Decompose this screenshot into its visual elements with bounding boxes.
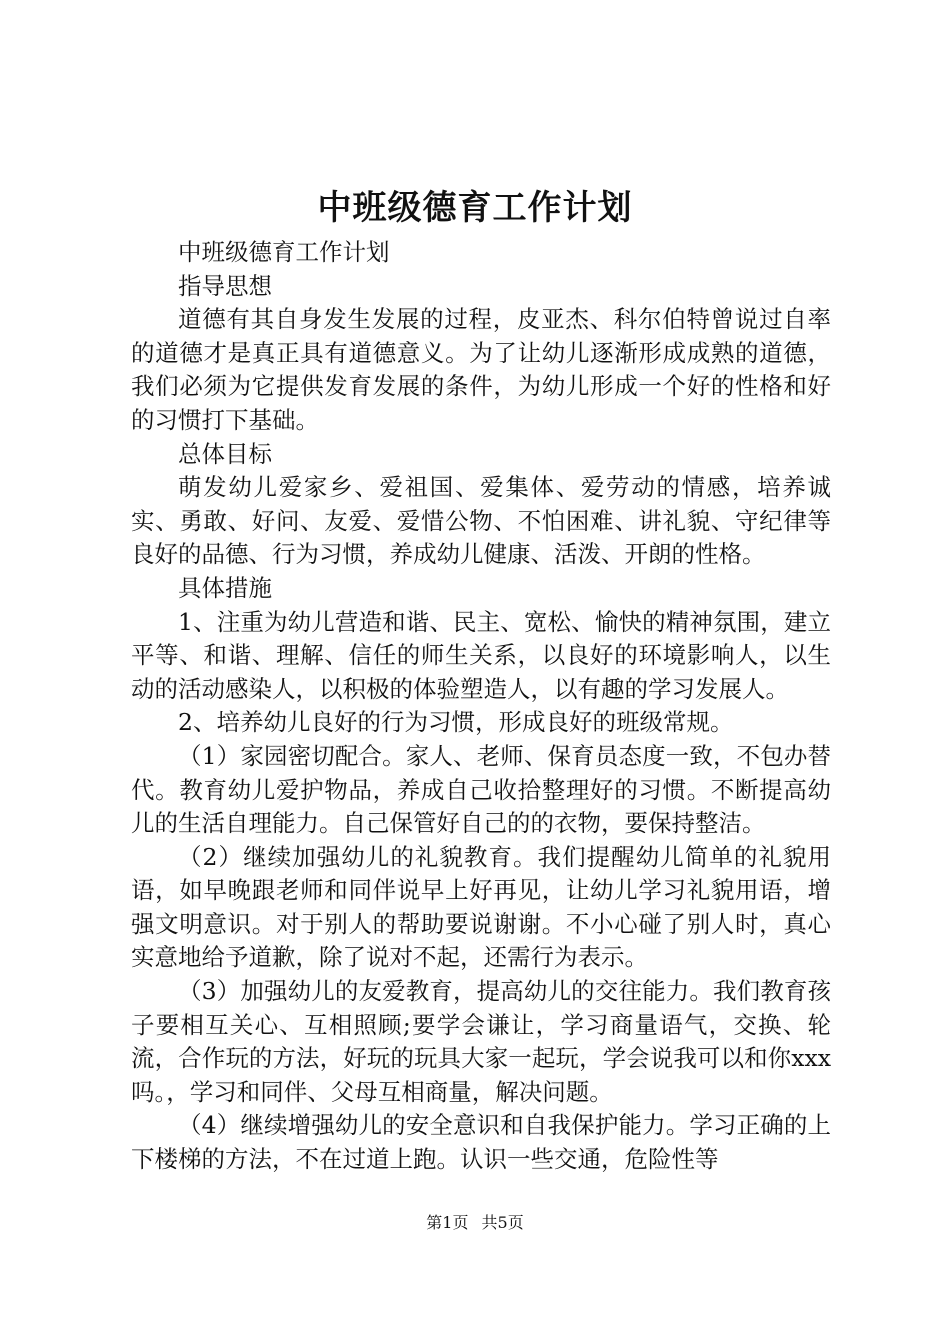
body-subtitle: 中班级德育工作计划 — [178, 238, 390, 266]
paragraph-measure-2-2: （2）继续加强幼儿的礼貌教育。我们提醒幼儿简单的礼貌用语，如早晚跟老师和同伴说早上好再见，让幼儿学习礼貌用语，增强文明意识。对于别人的帮助要说谢谢。不小心碰了别人时，真心实意地给予道歉，除了说对不起，还需行为表示。 — [131, 842, 831, 972]
paragraph-overall-goals: 萌发幼儿爱家乡、爱祖国、爱集体、爱劳动的情感，培养诚实、勇敢、好问、友爱、爱惜公物、不怕困难、讲礼貌、守纪律等良好的品德、行为习惯，养成幼儿健康、活泼、开朗的性格。 — [131, 473, 831, 569]
paragraph-measure-2-3: （3）加强幼儿的友爱教育，提高幼儿的交往能力。我们教育孩子要相互关心、互相照顾;要学会谦让，学习商量语气，交换、轮流，合作玩的方法，好玩的玩具大家一起玩，学会说我可以和你xxx吗。，学习和同伴、父母互相商量，解决问题。 — [131, 977, 831, 1106]
section-heading-guiding-ideology: 指导思想 — [178, 271, 272, 300]
section-heading-overall-goals: 总体目标 — [178, 439, 272, 468]
section-heading-specific-measures: 具体措施 — [178, 573, 272, 602]
page-footer — [0, 1213, 950, 1233]
page-number-current: 第1页 — [426, 1213, 469, 1232]
paragraph-measure-2-4: （4）继续增强幼儿的安全意识和自我保护能力。学习正确的上下楼梯的方法，不在过道上跑。认识一些交通，危险性等 — [131, 1111, 831, 1174]
paragraph-measure-2: 2、培养幼儿良好的行为习惯，形成良好的班级常规。 — [178, 708, 734, 737]
paragraph-guiding-ideology: 道德有其自身发生发展的过程，皮亚杰、科尔伯特曾说过自率的道德才是真正具有道德意义。为了让幼儿逐渐形成成熟的道德，我们必须为它提供发育发展的条件，为幼儿形成一个好的性格和好的习惯打下基础。 — [131, 305, 831, 434]
paragraph-measure-2-1: （1）家园密切配合。家人、老师、保育员态度一致，不包办替代。教育幼儿爱护物品，养成自己收拾整理好的习惯。不断提高幼儿的生活自理能力。自己保管好自己的的衣物，要保持整洁。 — [131, 741, 831, 838]
page-number-total: 共5页 — [481, 1213, 524, 1232]
paragraph-measure-1: 1、注重为幼儿营造和谐、民主、宽松、愉快的精神氛围，建立平等、和谐、理解、信任的师生关系，以良好的环境影响人，以生动的活动感染人，以积极的体验塑造人，以有趣的学习发展人。 — [131, 607, 831, 703]
document-title: 中班级德育工作计划 — [317, 188, 633, 228]
document-body — [131, 236, 831, 1177]
